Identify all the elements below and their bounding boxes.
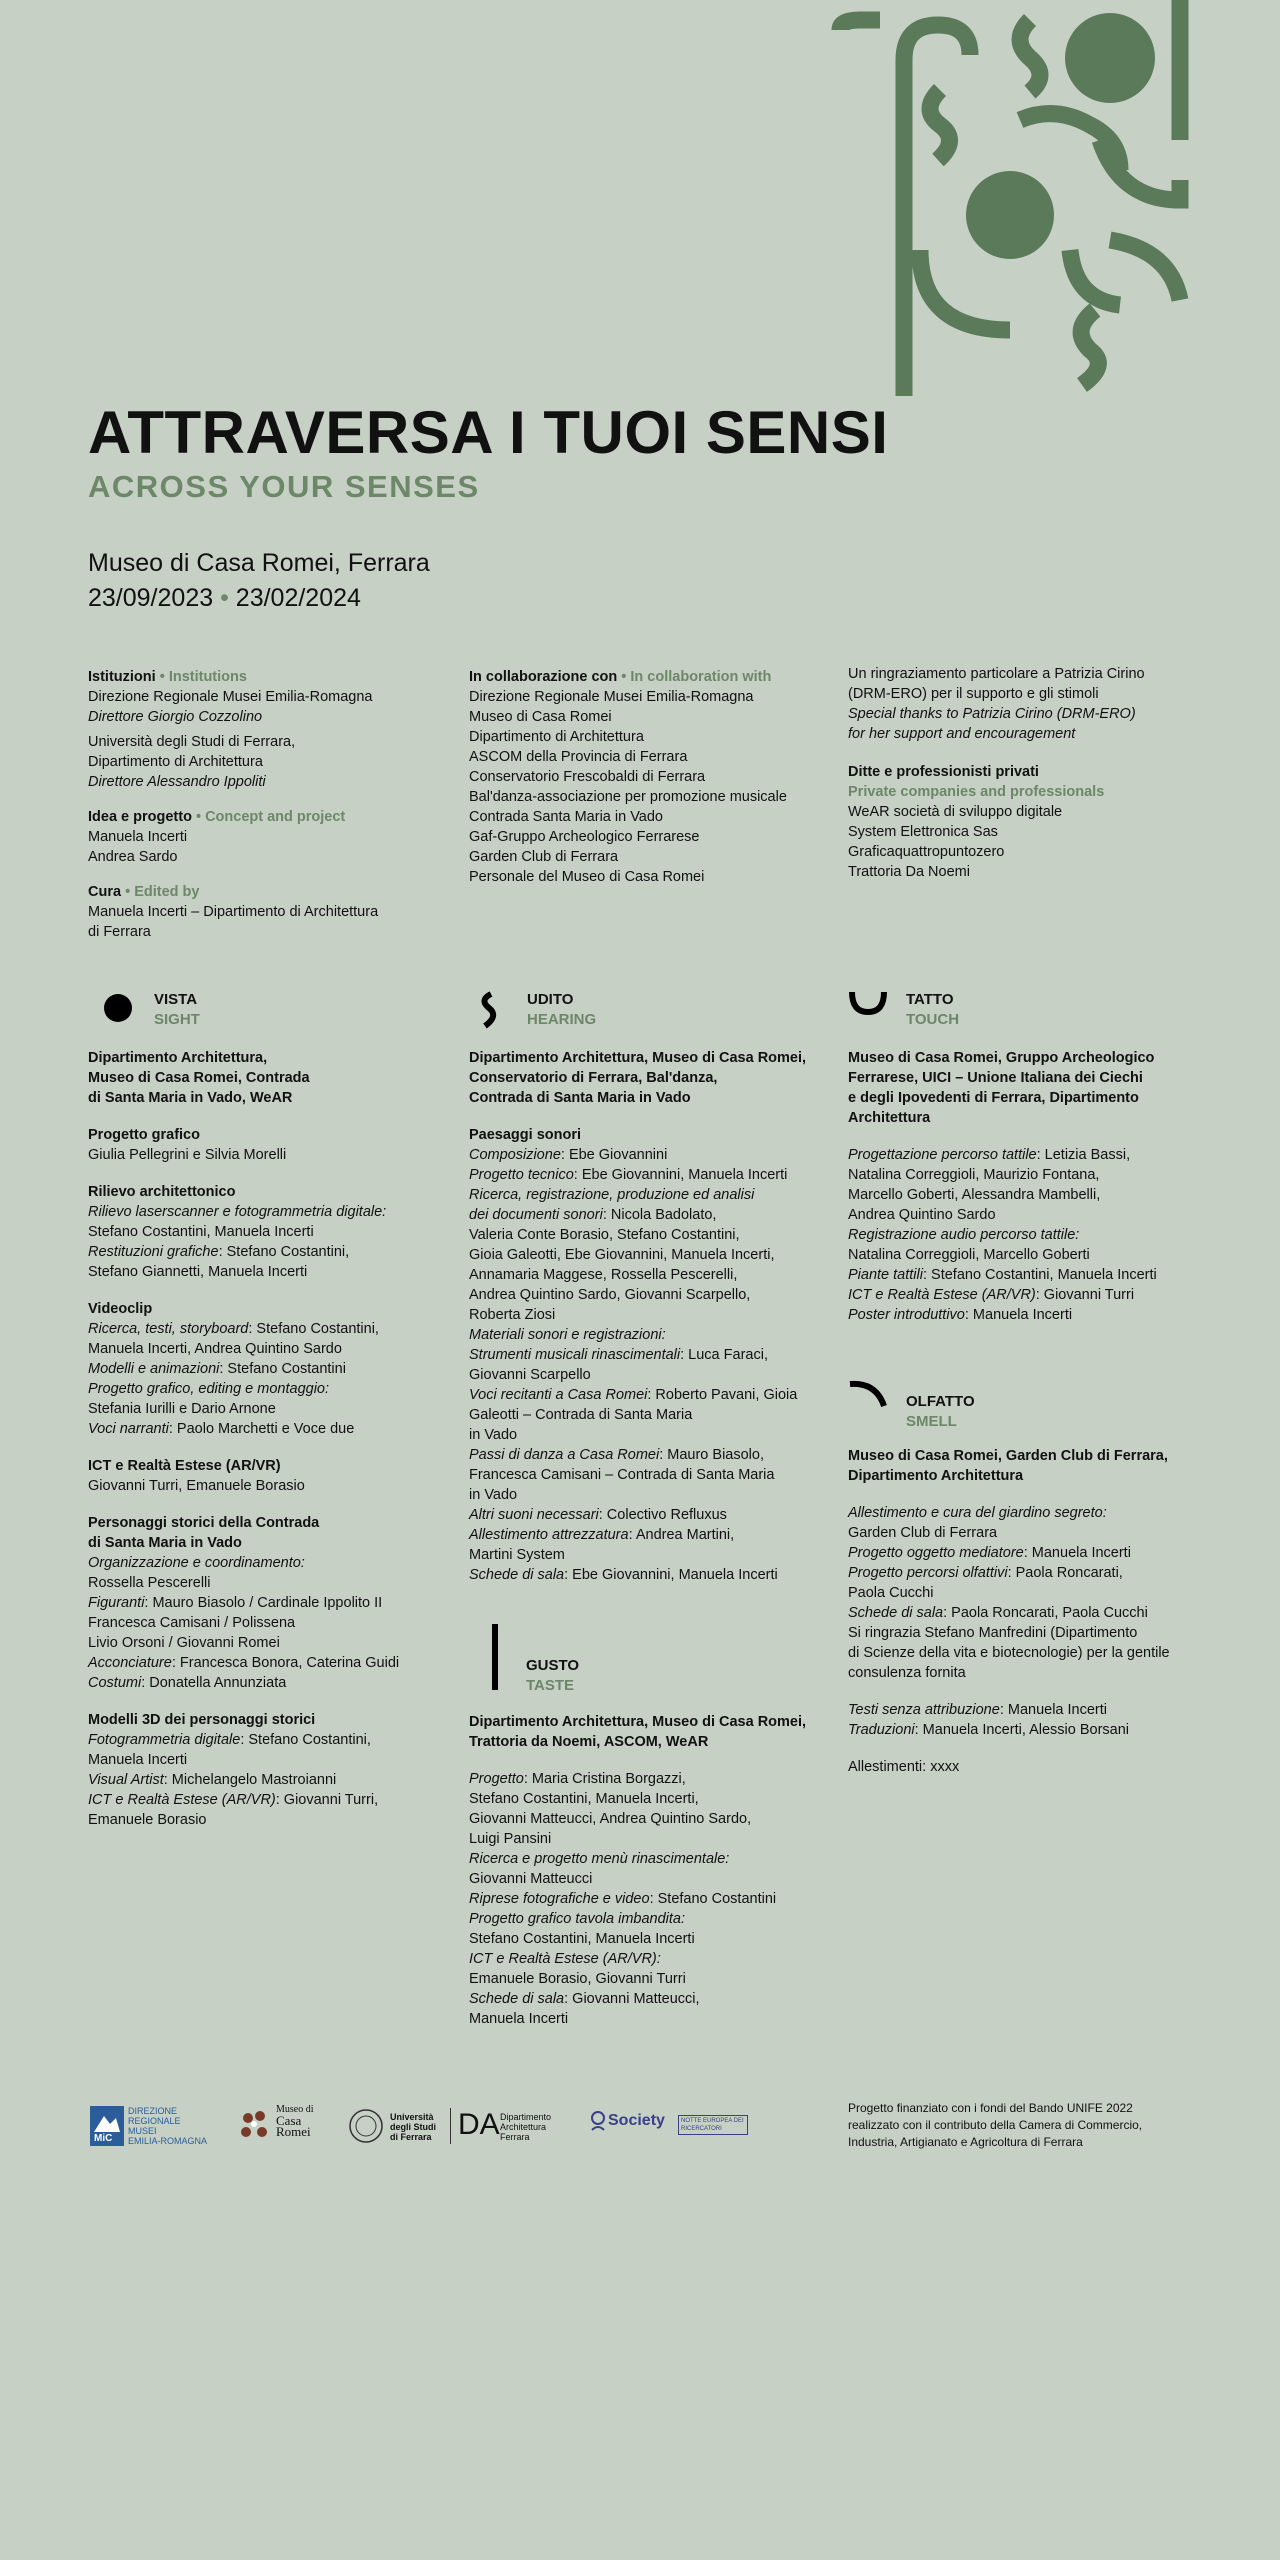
unife-text: [390, 2112, 436, 2142]
logo-divider: [450, 2108, 451, 2144]
curated-heading: Cura: [88, 884, 122, 900]
unife-line: Università: [390, 2112, 434, 2122]
credit-heading: Museo di Casa Romei, Garden Club di Ferrara,: [848, 1448, 1168, 1464]
mic-badge: MiC: [94, 2133, 113, 2144]
sense-name: TATTO: [906, 991, 954, 1008]
collaborator-line: Conservatorio Frescobaldi di Ferrara: [469, 769, 706, 785]
credit-line: Manuela Incerti, Andrea Quintino Sardo: [88, 1341, 342, 1357]
credit-line: [88, 1419, 448, 1439]
credit-role: Allestimento attrezzatura: [469, 1527, 629, 1543]
credit-heading: Personaggi storici della Contrada: [88, 1515, 320, 1531]
credit-line: [848, 1603, 1208, 1623]
sense-body-vista: [88, 1048, 448, 1830]
credit-line: ICT e Realtà Estese (AR/VR):: [469, 1951, 661, 1967]
paragraph-gap: [469, 1752, 829, 1769]
credit-people: : Francesca Bonora, Caterina Guidi: [171, 1655, 400, 1671]
credit-people: : Manuela Incerti: [964, 1307, 1073, 1323]
credit-line: [848, 1720, 1208, 1740]
credit-people: : Michelangelo Mastroianni: [163, 1772, 337, 1788]
credit-line: Emanuele Borasio, Giovanni Turri: [469, 1971, 686, 1987]
paragraph-gap: [88, 1282, 448, 1299]
sense-name-en: SMELL: [906, 1413, 957, 1430]
curated-heading-en: Edited by: [134, 884, 200, 900]
credit-heading: e degli Ipovedenti di Ferrara, Dipartimento: [848, 1090, 1139, 1106]
credit-line: Ricerca, registrazione, produzione ed analisi: [469, 1187, 755, 1203]
venue: Museo di Casa Romei, Ferrara: [88, 549, 430, 577]
sense-name: OLFATTO: [906, 1393, 975, 1410]
credit-heading: Paesaggi sonori: [469, 1127, 582, 1143]
thanks-line: (DRM-ERO) per il supporto e gli stimoli: [848, 686, 1099, 702]
credit-line: Giulia Pellegrini e Silvia Morelli: [88, 1147, 287, 1163]
credit-line: Roberta Ziosi: [469, 1307, 556, 1323]
credit-people: : Letizia Bassi,: [1036, 1147, 1131, 1163]
credit-role: dei documenti sonori: [469, 1207, 603, 1223]
unife-seal-icon: [348, 2108, 384, 2144]
companies-block: [848, 762, 1198, 882]
credit-role: Restituzioni grafiche: [88, 1244, 219, 1260]
credit-line: Giovanni Turri, Emanuele Borasio: [88, 1478, 305, 1494]
credit-line: Rossella Pescerelli: [88, 1575, 211, 1591]
credit-people: : Mauro Biasolo,: [659, 1447, 764, 1463]
sense-body-udito: [469, 1048, 829, 1585]
credit-line: Allestimento e cura del giardino segreto:: [848, 1505, 1107, 1521]
collaboration-heading: In collaborazione con: [469, 669, 618, 685]
credit-role: Passi di danza a Casa Romei: [469, 1447, 660, 1463]
institution-line: Direttore Giorgio Cozzolino: [88, 709, 263, 725]
credit-line: [469, 1989, 829, 2009]
credit-role: Progetto percorsi olfattivi: [848, 1565, 1008, 1581]
company-line: Trattoria Da Noemi: [848, 864, 970, 880]
credit-line: [469, 1205, 829, 1225]
credit-people: : Giovanni Matteucci,: [564, 1991, 700, 2007]
society-subtitle: NOTTE EUROPEA DEI RICERCATORI: [678, 2115, 748, 2135]
credits-column-2: [469, 667, 819, 902]
credit-people: : Giovanni Turri: [1035, 1287, 1135, 1303]
credit-role: Visual Artist: [88, 1772, 164, 1788]
credit-line: Galeotti – Contrada di Santa Maria: [469, 1407, 693, 1423]
credit-people: : Stefano Costantini: [649, 1891, 777, 1907]
credit-people: : Nicola Badolato,: [602, 1207, 717, 1223]
credit-heading: Dipartimento Architettura, Museo di Casa Romei,: [469, 1050, 807, 1066]
society-logo: [588, 2100, 748, 2150]
credit-line: Natalina Correggioli, Maurizio Fontana,: [848, 1167, 1100, 1183]
paragraph-gap: [88, 1496, 448, 1513]
credit-role: ICT e Realtà Estese (AR/VR): [848, 1287, 1036, 1303]
collaborator-line: ASCOM della Provincia di Ferrara: [469, 749, 688, 765]
exhibition-logo-graphic: [820, 0, 1220, 400]
mic-logo: [88, 2100, 218, 2150]
credit-role: Ricerca, testi, storyboard: [88, 1321, 249, 1337]
credit-role: Voci narranti: [88, 1421, 169, 1437]
credit-line: [469, 1769, 829, 1789]
date-separator: •: [220, 584, 229, 612]
credit-heading: ICT e Realtà Estese (AR/VR): [88, 1458, 281, 1474]
credit-heading: di Santa Maria in Vado, WeAR: [88, 1090, 293, 1106]
credit-line: Manuela Incerti: [469, 2011, 569, 2027]
credit-line: [469, 1145, 829, 1165]
credit-people: : Ebe Giovannini: [560, 1147, 668, 1163]
company-line: Graficaquattropuntozero: [848, 844, 1005, 860]
sense-name-en: TASTE: [526, 1677, 575, 1694]
credit-line: [88, 1242, 448, 1262]
paragraph-gap: [848, 1486, 1208, 1503]
credit-line: [88, 1730, 448, 1750]
company-line: System Elettronica Sas: [848, 824, 998, 840]
credit-line: Stefano Giannetti, Manuela Incerti: [88, 1264, 308, 1280]
credit-people: : Stefano Costantini: [219, 1361, 346, 1377]
companies-heading: Ditte e professionisti privati: [848, 764, 1039, 780]
unife-line: degli Studi: [390, 2122, 436, 2132]
credit-line: Paola Cucchi: [848, 1585, 934, 1601]
companies-heading-en: Private companies and professionals: [848, 784, 1105, 800]
credit-line: [469, 1505, 829, 1525]
credit-people: : Mauro Biasolo / Cardinale Ippolito II: [144, 1595, 383, 1611]
collaborator-line: Dipartimento di Architettura: [469, 729, 644, 745]
exhibition-dates: [88, 581, 361, 616]
credit-heading: Dipartimento Architettura,: [88, 1050, 268, 1066]
credit-role: Modelli e animazioni: [88, 1361, 220, 1377]
institution-line: Dipartimento di Architettura: [88, 754, 263, 770]
credit-heading: Trattoria da Noemi, ASCOM, WeAR: [469, 1734, 709, 1750]
credit-people: : Stefano Costantini,: [218, 1244, 350, 1260]
thanks-line: for her support and encouragement: [848, 726, 1076, 742]
funding-note: [848, 2100, 1188, 2151]
credit-line: [848, 1563, 1208, 1583]
collaborator-line: Personale del Museo di Casa Romei: [469, 869, 705, 885]
credit-line: [88, 1319, 448, 1339]
collaboration-list: [469, 687, 819, 887]
society-emblem-icon: [588, 2110, 608, 2134]
credit-role: Figuranti: [88, 1595, 145, 1611]
credit-line: Si ringrazia Stefano Manfredini (Dipartimento: [848, 1625, 1138, 1641]
credit-line: Organizzazione e coordinamento:: [88, 1555, 305, 1571]
credit-people: : Giovanni Turri,: [275, 1792, 379, 1808]
credit-heading: Progetto grafico: [88, 1127, 200, 1143]
curated-line: Manuela Incerti – Dipartimento di Architettura: [88, 904, 379, 920]
credit-line: [469, 1889, 829, 1909]
institution-line: Direttore Alessandro Ippoliti: [88, 774, 266, 790]
credit-role: Testi senza attribuzione: [848, 1702, 1000, 1718]
credit-line: Martini System: [469, 1547, 565, 1563]
credit-role: Progettazione percorso tattile: [848, 1147, 1037, 1163]
institution-line: Direzione Regionale Musei Emilia-Romagna: [88, 689, 373, 705]
credit-line: [88, 1359, 448, 1379]
da-line: Ferrara: [500, 2132, 530, 2142]
thanks-line: Un ringraziamento particolare a Patrizia Cirino: [848, 666, 1145, 682]
credit-role: Voci recitanti a Casa Romei: [469, 1387, 648, 1403]
sense-name-en: HEARING: [527, 1011, 597, 1028]
credit-line: [88, 1673, 448, 1693]
credit-line: consulenza fornita: [848, 1665, 966, 1681]
credit-line: [88, 1790, 448, 1810]
credit-line: [848, 1285, 1208, 1305]
credit-line: Stefania Iurilli e Dario Arnone: [88, 1401, 276, 1417]
sense-body-tatto: [848, 1048, 1208, 1325]
credit-line: Manuela Incerti: [88, 1752, 188, 1768]
credit-people: : Andrea Martini,: [628, 1527, 735, 1543]
credit-line: [469, 1525, 829, 1545]
credit-heading: Contrada di Santa Maria in Vado: [469, 1090, 691, 1106]
credit-line: Emanuele Borasio: [88, 1812, 207, 1828]
institution-line: Università degli Studi di Ferrara,: [88, 734, 296, 750]
paragraph-gap: [469, 1108, 829, 1125]
sense-header-udito: [469, 990, 769, 1034]
mic-text-line: REGIONALE: [128, 2116, 181, 2126]
credit-people: : Ebe Giovannini, Manuela Incerti: [573, 1167, 788, 1183]
credit-role: Fotogrammetria digitale: [88, 1732, 241, 1748]
credit-line: Progetto grafico, editing e montaggio:: [88, 1381, 330, 1397]
credit-line: [469, 1445, 829, 1465]
casa-romei-logo: [238, 2100, 318, 2150]
credit-line: [848, 1700, 1208, 1720]
sense-header-olfatto: [848, 1378, 1148, 1430]
funding-line: Progetto finanziato con i fondi del Bando UNIFE 2022: [848, 2101, 1133, 2115]
sense-name: VISTA: [154, 991, 198, 1008]
credit-line: Ricerca e progetto menù rinascimentale:: [469, 1851, 730, 1867]
cup-arc-icon: [848, 990, 888, 1030]
credit-line: [848, 1265, 1208, 1285]
credit-people: : Ebe Giovannini, Manuela Incerti: [564, 1567, 778, 1583]
credit-role: ICT e Realtà Estese (AR/VR): [88, 1792, 276, 1808]
institutions-block: Istituzioni • Institutions Direzione Regionale Musei Emilia-Romagna Direttore Giorgio Cozzolino Università degli Studi di Ferrara, Dipartimento di Architettura Direttore Alessandro Ippoliti: [88, 667, 438, 792]
collaborator-line: Gaf-Gruppo Archeologico Ferrarese: [469, 829, 700, 845]
mic-text-line: EMILIA-ROMAGNA: [128, 2136, 208, 2146]
mic-text-line: MUSEI: [128, 2126, 157, 2136]
partner-logos: [88, 2100, 768, 2150]
da-line: Dipartimento: [500, 2112, 552, 2122]
credit-people: : Paolo Marchetti e Voce due: [168, 1421, 355, 1437]
credit-line: [848, 1145, 1208, 1165]
da-text: [500, 2112, 551, 2142]
da-line: Architettura: [500, 2122, 547, 2132]
date-end: 23/02/2024: [235, 584, 361, 612]
credit-line: Progetto grafico tavola imbandita:: [469, 1911, 686, 1927]
credit-line: in Vado: [469, 1427, 518, 1443]
sense-header-gusto: [490, 1622, 790, 1692]
casa-romei-line: Casa: [276, 2113, 302, 2128]
credits-column-1: [88, 667, 438, 957]
collaborator-line: Direzione Regionale Musei Emilia-Romagna: [469, 689, 754, 705]
credit-people: : Manuela Incerti: [999, 1702, 1108, 1718]
collaborator-line: Contrada Santa Maria in Vado: [469, 809, 663, 825]
credit-line: in Vado: [469, 1487, 518, 1503]
casa-romei-emblem-icon: [238, 2106, 272, 2146]
companies-list: [848, 802, 1198, 882]
unife-line: di Ferrara: [390, 2132, 432, 2142]
credits-column-3: [848, 664, 1198, 897]
society-mark: Society: [608, 2112, 665, 2129]
mic-text: [128, 2106, 207, 2146]
credit-role: Traduzioni: [848, 1722, 915, 1738]
casa-romei-line: Museo di: [276, 2104, 314, 2115]
institutions-heading: Istituzioni: [88, 669, 156, 685]
curated-block: Cura • Edited by Manuela Incerti – Dipartimento di Architettura di Ferrara: [88, 882, 438, 942]
credit-line: Livio Orsoni / Giovanni Romei: [88, 1635, 280, 1651]
sense-header-tatto: [848, 990, 1148, 1034]
thanks-line: Special thanks to Patrizia Cirino (DRM-ERO): [848, 706, 1136, 722]
credit-people: : Paola Roncarati,: [1007, 1565, 1123, 1581]
credit-heading: Museo di Casa Romei, Gruppo Archeologico: [848, 1050, 1155, 1066]
credit-line: Giovanni Matteucci: [469, 1871, 593, 1887]
credit-heading: Architettura: [848, 1110, 931, 1126]
credit-line: Annamaria Maggese, Rossella Pescerelli,: [469, 1267, 738, 1283]
funding-line: realizzato con il contributo della Camera di Commercio,: [848, 2118, 1143, 2132]
credit-role: Progetto tecnico: [469, 1167, 574, 1183]
credit-line: Giovanni Scarpello: [469, 1367, 591, 1383]
concept-block: Idea e progetto • Concept and project Manuela Incerti Andrea Sardo: [88, 807, 438, 867]
credit-line: Valeria Conte Borasio, Stefano Costantini,: [469, 1227, 740, 1243]
sense-body-gusto: [469, 1712, 829, 2029]
credit-heading: Videoclip: [88, 1301, 153, 1317]
credit-line: Rilievo laserscanner e fotogrammetria digitale:: [88, 1204, 387, 1220]
concept-heading: Idea e progetto: [88, 809, 192, 825]
credit-heading: Dipartimento Architettura: [848, 1468, 1024, 1484]
credit-heading: Museo di Casa Romei, Contrada: [88, 1070, 310, 1086]
credit-line: [469, 1165, 829, 1185]
collaboration-heading-en: In collaboration with: [630, 669, 772, 685]
exhibition-title: ATTRAVERSA I TUOI SENSI: [88, 399, 889, 466]
credit-people: : Roberto Pavani, Gioia: [647, 1387, 798, 1403]
date-start: 23/09/2023: [88, 584, 214, 612]
credit-heading: di Santa Maria in Vado: [88, 1535, 242, 1551]
credit-role: Progetto oggetto mediatore: [848, 1545, 1024, 1561]
credit-people: : Luca Faraci,: [680, 1347, 768, 1363]
credit-role: Strumenti musicali rinascimentali: [469, 1347, 681, 1363]
credit-line: [848, 1305, 1208, 1325]
credit-people: : Maria Cristina Borgazzi,: [523, 1771, 686, 1787]
credit-line: Francesca Camisani – Contrada di Santa Maria: [469, 1467, 775, 1483]
credit-people: : Stefano Costantini,: [248, 1321, 379, 1337]
credit-heading: Rilievo architettonico: [88, 1184, 236, 1200]
exhibition-subtitle: ACROSS YOUR SENSES: [88, 469, 480, 504]
credit-people: : Stefano Costantini,: [240, 1732, 371, 1748]
paragraph-gap: [88, 1108, 448, 1125]
sense-name-en: TOUCH: [906, 1011, 960, 1028]
da-logo: [458, 2100, 568, 2150]
credit-role: Acconciature: [88, 1655, 172, 1671]
credit-line: di Scienze della vita e biotecnologie) per la gentile: [848, 1645, 1170, 1661]
credit-people: : Paola Roncarati, Paola Cucchi: [943, 1605, 1148, 1621]
funding-line: Industria, Artigianato e Agricoltura di Ferrara: [848, 2135, 1083, 2149]
company-line: WeAR società di sviluppo digitale: [848, 804, 1063, 820]
credit-role: Piante tattili: [848, 1267, 923, 1283]
da-mark: DA: [458, 2108, 500, 2141]
casa-romei-line: Romei: [276, 2124, 311, 2139]
thanks-block: [848, 664, 1198, 744]
paragraph-gap: [88, 1693, 448, 1710]
credit-people: : Colectivo Refluxus: [598, 1507, 727, 1523]
sense-header-vista: [98, 990, 398, 1034]
credit-line: [88, 1593, 448, 1613]
collaborator-line: Garden Club di Ferrara: [469, 849, 619, 865]
curated-line: di Ferrara: [88, 924, 151, 940]
credit-heading: Ferrarese, UICI – Unione Italiana dei Ciechi: [848, 1070, 1143, 1086]
credit-role: Poster introduttivo: [848, 1307, 965, 1323]
mic-text-line: DIREZIONE: [128, 2106, 178, 2116]
collaborator-line: Bal'danza-associazione per promozione musicale: [469, 789, 787, 805]
credit-line: Stefano Costantini, Manuela Incerti: [88, 1224, 314, 1240]
credit-people: : Stefano Costantini, Manuela Incerti: [922, 1267, 1157, 1283]
credit-role: Altri suoni necessari: [469, 1507, 599, 1523]
credit-people: : Manuela Incerti, Alessio Borsani: [914, 1722, 1130, 1738]
credit-role: Costumi: [88, 1675, 142, 1691]
credit-line: Registrazione audio percorso tattile:: [848, 1227, 1080, 1243]
sense-name: UDITO: [527, 991, 574, 1008]
credit-line: [469, 1565, 829, 1585]
credit-line: [469, 1345, 829, 1365]
unife-logo: [348, 2100, 458, 2150]
credit-role: Schede di sala: [469, 1567, 565, 1583]
credit-people: : Donatella Annunziata: [141, 1675, 287, 1691]
concept-line: Manuela Incerti: [88, 829, 188, 845]
ear-spiral-icon: [469, 990, 509, 1030]
paragraph-gap: [848, 1683, 1208, 1700]
credit-line: Andrea Quintino Sardo, Giovanni Scarpello,: [469, 1287, 751, 1303]
credit-line: Stefano Costantini, Manuela Incerti,: [469, 1791, 699, 1807]
sense-name: GUSTO: [526, 1657, 580, 1674]
credit-line: Allestimenti: xxxx: [848, 1759, 960, 1775]
credit-line: Natalina Correggioli, Marcello Goberti: [848, 1247, 1090, 1263]
credit-heading: Dipartimento Architettura, Museo di Casa Romei,: [469, 1714, 807, 1730]
credit-role: Schede di sala: [469, 1991, 565, 2007]
paragraph-gap: [88, 1439, 448, 1456]
credit-line: Gioia Galeotti, Ebe Giovannini, Manuela Incerti,: [469, 1247, 775, 1263]
credit-people: : Manuela Incerti: [1023, 1545, 1131, 1561]
credit-line: [469, 1385, 829, 1405]
paragraph-gap: [848, 1740, 1208, 1757]
credit-role: Progetto: [469, 1771, 524, 1787]
credit-heading: Conservatorio di Ferrara, Bal'danza,: [469, 1070, 718, 1086]
collaborator-line: Museo di Casa Romei: [469, 709, 612, 725]
sense-body-olfatto: [848, 1446, 1208, 1777]
credit-role: Schede di sala: [848, 1605, 944, 1621]
credit-line: Garden Club di Ferrara: [848, 1525, 998, 1541]
credit-heading: Modelli 3D dei personaggi storici: [88, 1712, 316, 1728]
credit-line: [848, 1543, 1208, 1563]
credit-line: Marcello Goberti, Alessandra Mambelli,: [848, 1187, 1101, 1203]
credit-line: Francesca Camisani / Polissena: [88, 1615, 296, 1631]
paragraph-gap: [88, 1165, 448, 1182]
credit-line: Giovanni Matteucci, Andrea Quintino Sardo,: [469, 1811, 752, 1827]
credit-line: Andrea Quintino Sardo: [848, 1207, 996, 1223]
casa-romei-text: [276, 2104, 314, 2137]
concept-line: Andrea Sardo: [88, 849, 178, 865]
sense-name-en: SIGHT: [154, 1011, 200, 1028]
credit-role: Riprese fotografiche e video: [469, 1891, 650, 1907]
paragraph-gap: [848, 1128, 1208, 1145]
collaboration-block: In collaborazione con • In collaboration with Direzione Regionale Musei Emilia-Romagna Museo di Casa Romei Dipartimento di Architettura ASCOM della Provincia di Ferrara Conservatorio Frescobaldi di Ferrara Bal'danza-associazione per promozione musicale Contrada Santa Maria in Vado Gaf-Gruppo Archeologico Ferrarese Garden Club di Ferrara Personale del Museo di Casa Romei: [469, 667, 819, 887]
credit-role: Composizione: [469, 1147, 561, 1163]
concept-heading-en: Concept and project: [205, 809, 346, 825]
vertical-bar-icon: [490, 1622, 500, 1692]
credit-line: [88, 1653, 448, 1673]
credit-line: [88, 1770, 448, 1790]
credit-line: Materiali sonori e registrazioni:: [469, 1327, 666, 1343]
institutions-heading-en: Institutions: [168, 669, 247, 685]
filled-circle-icon: [98, 990, 138, 1030]
credit-line: Luigi Pansini: [469, 1831, 552, 1847]
hook-arc-icon: [848, 1378, 888, 1418]
credit-line: Stefano Costantini, Manuela Incerti: [469, 1931, 695, 1947]
